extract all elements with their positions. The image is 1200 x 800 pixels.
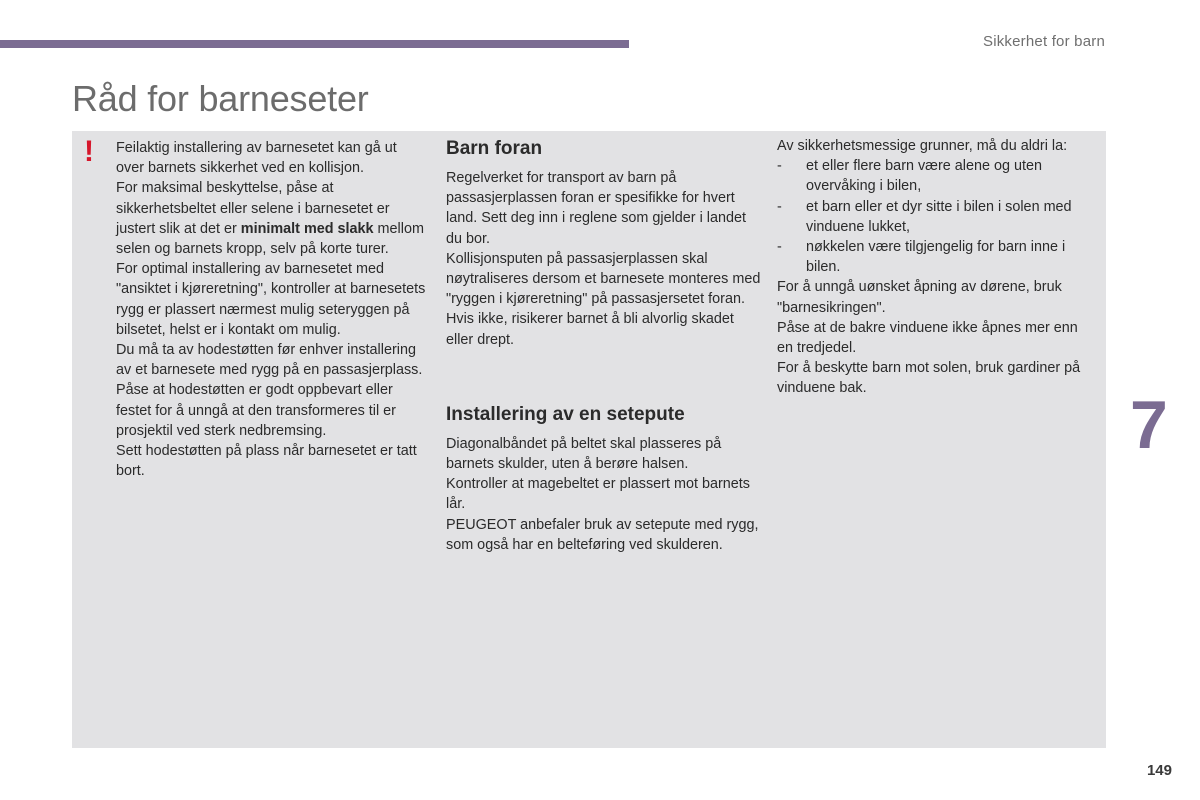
- warning-icon: !: [84, 135, 94, 168]
- safety-list: [777, 156, 1095, 277]
- forward-facing-paragraph: For optimal installering av barnesetet med "ansiktet i kjøreretning", kontroller at barnesetets rygg er plassert nærmest mulig seteryggen på bilsetet, helst er i kontakt om mulig.: [116, 261, 426, 338]
- headrest-removal-paragraph: Du må ta av hodestøtten før enhver installering av et barnesete med rygg på en passasjerplass.: [116, 342, 423, 379]
- left-column: [116, 138, 426, 481]
- bullet-dash: -: [777, 158, 782, 175]
- headrest-refit-paragraph: Sett hodestøtten på plass når barnesetet er tatt bort.: [116, 443, 417, 480]
- diagonal-belt-paragraph: Diagonalbåndet på beltet skal plasseres på barnets skulder, uten å berøre halsen.: [446, 435, 722, 473]
- bullet-dash: -: [777, 239, 782, 256]
- front-regulations-paragraph: Regelverket for transport av barn på passasjerplassen foran er spesifikke for hvert land. Sett deg inn i reglene som gjelder i landet du bor.: [446, 170, 746, 247]
- lap-belt-paragraph: Kontroller at magebeltet er plassert mot barnets lår.: [446, 476, 750, 513]
- list-item-text: nøkkelen være tilgjengelig for barn inne i bilen.: [806, 239, 1066, 276]
- belt-slack-paragraph: [116, 178, 426, 259]
- middle-column: [446, 138, 761, 555]
- bullet-dash: -: [777, 198, 782, 215]
- list-item-text: et eller flere barn være alene og uten overvåking i bilen,: [806, 158, 1042, 195]
- belt-slack-text-before: For maksimal beskyttelse, påse at sikkerhetsbeltet eller selene i barnesetet er justert slik at det er: [116, 180, 390, 237]
- sun-protection-paragraph: For å beskytte barn mot solen, bruk gardiner på vinduene bak.: [777, 360, 1081, 397]
- heading-barn-foran: Barn foran: [446, 138, 543, 159]
- list-item: [777, 156, 1095, 196]
- content-panel: [72, 131, 1106, 748]
- page-number: 149: [1146, 762, 1172, 779]
- page-title: Råd for barneseter: [72, 78, 369, 119]
- right-column: [777, 136, 1095, 399]
- rear-windows-paragraph: Påse at de bakre vinduene ikke åpnes mer enn en tredjedel.: [777, 319, 1078, 357]
- peugeot-recommendation-paragraph: PEUGEOT anbefaler bruk av setepute med rygg, som også har en belteføring ved skulderen.: [446, 516, 759, 553]
- warning-intro: Feilaktig installering av barnesetet kan gå ut over barnets sikkerhet ved en kollisjon.: [116, 140, 397, 177]
- header-accent-bar: [0, 40, 629, 48]
- heading-setepute: Installering av en setepute: [446, 403, 685, 425]
- list-item: [777, 237, 1095, 277]
- belt-slack-text-after: mellom selen og barnets kropp, selv på korte turer.: [116, 220, 424, 258]
- list-item: [777, 197, 1095, 237]
- airbag-paragraph: Kollisjonsputen på passasjerplassen skal nøytraliseres dersom et barnesete monteres med "ryggen i kjøreretning" på passasjersetet foran. Hvis ikke, risikerer barnet å bli alvorlig skadet eller drept.: [446, 250, 761, 348]
- belt-slack-emphasis: minimalt med slakk: [240, 220, 374, 237]
- safety-intro: Av sikkerhetsmessige grunner, må du aldri la:: [777, 138, 1068, 154]
- child-lock-paragraph: For å unngå uønsket åpning av dørene, bruk "barnesikringen".: [777, 279, 1062, 316]
- headrest-storage-paragraph: Påse at hodestøtten er godt oppbevart eller festet for å unngå at den transformeres til er prosjektil ved sterk nedbremsing.: [116, 382, 396, 439]
- section-title: Sikkerhet for barn: [983, 33, 1105, 50]
- list-item-text: et barn eller et dyr sitte i bilen i solen med vinduene lukket,: [806, 198, 1072, 235]
- chapter-number: 7: [1130, 387, 1168, 463]
